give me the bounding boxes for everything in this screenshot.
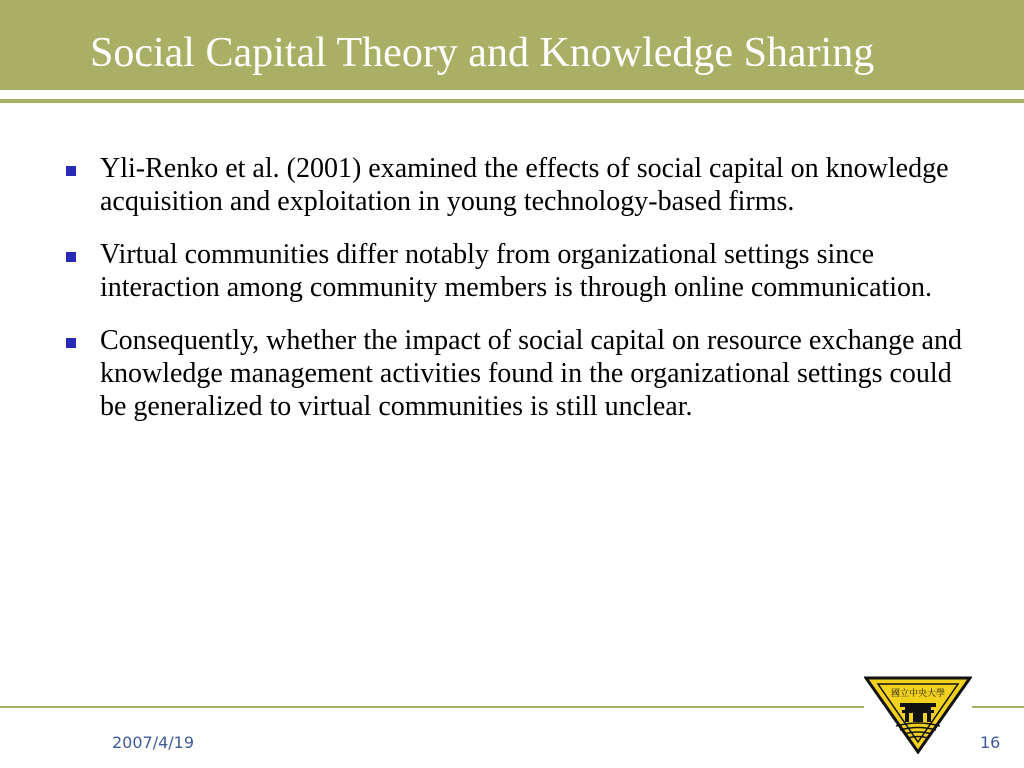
bullet-item	[60, 152, 970, 218]
logo-text: 國立中央大學	[890, 689, 946, 699]
square-bullet-icon	[66, 338, 76, 348]
bullet-list	[60, 152, 970, 443]
bullet-item	[60, 324, 970, 423]
bullet-text: Virtual communities differ notably from organizational settings since interaction among community members is through online communication.	[100, 239, 933, 303]
footer-date: 2007/4/19	[112, 733, 195, 752]
title-divider	[0, 99, 1024, 103]
footer-divider-right	[972, 706, 1024, 708]
square-bullet-icon	[66, 252, 76, 262]
bullet-text: Yli-Renko et al. (2001) examined the effects of social capital on knowledge acquisition and exploitation in young technology-based firms.	[100, 153, 949, 217]
bullet-item	[60, 238, 970, 304]
slide-title: Social Capital Theory and Knowledge Sharing	[90, 30, 875, 76]
title-bar	[0, 0, 1024, 90]
bullet-text: Consequently, whether the impact of social capital on resource exchange and knowledge management activities found in the organizational settings could be generalized to virtual communities is still unclear.	[100, 325, 962, 422]
university-emblem-logo	[864, 676, 972, 754]
footer-divider	[0, 706, 864, 708]
square-bullet-icon	[66, 166, 76, 176]
page-number: 16	[980, 733, 1001, 752]
